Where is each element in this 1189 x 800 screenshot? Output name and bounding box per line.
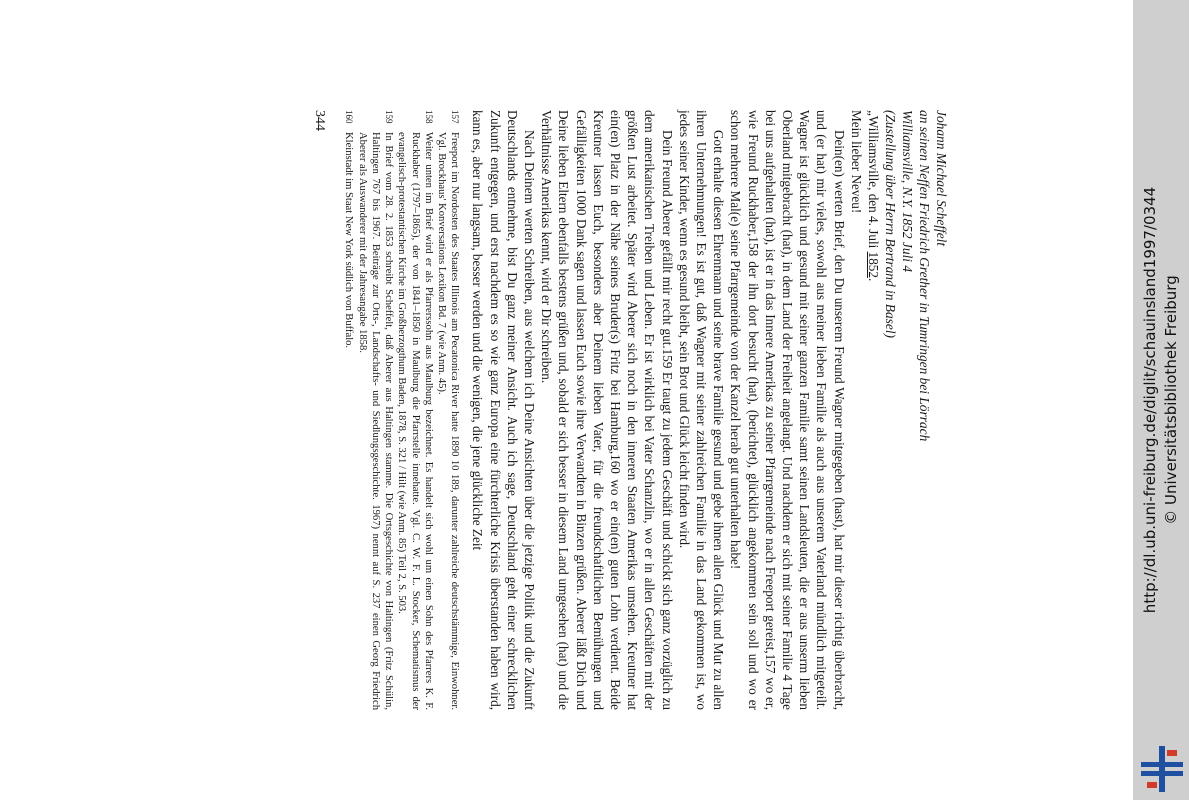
header-line: Johann Michael Scheffelt (934, 110, 949, 247)
paragraph: Nach Deinem werten Schreiben, aus welchem ich Deine Ansichten über die jetzige Politik und die Zukunft Deutschlands entnehme, bist Du ganz meiner Ansicht. Auch ich sage, Deutschland geht einer schrecklichen Zukunft entgegen, und erst nachdem es so wie ganz Europa eine fürchterliche Krisis überstanden haben wird, kann es, aber nur langsam, besser werden und die wenigen, die jene glückliche Zeit (470, 110, 537, 710)
dateline-prefix: „Williamsville, den 4. Juli (866, 110, 881, 252)
footnote-number: 158 (423, 110, 434, 124)
paragraph: Dein Freund Aberer gefällt mir recht gut.159 Er taugt zu jedem Geschäft und schickt sich ganz vorzüglich zu dem amerikanischen Treiben und Leben. Er ist wirklich bei Vater Schanzlin, wo er in allen Geschäften mit der größten Lust arbeitet. Später wird Aberer sich noch in den inneren Staaten Amerikas umsehen. Kreutner hat ein(en) Platz in der Nähe seines Bruder(s) Fritz bei Hamburg,160 wo er ein(en) guten Lohn verdient. Beide Kreutner lassen Euch, besonders aber Deinem lieben Vater, für die freundschaftlichen Bemühungen und Gefälligkeiten 1000 Dank sagen und lassen Euch sowie ihre Verwandten in Binzen grüßen. Aberer läßt Dich und Deine lieben Eltern ebenfalls bestens grüßen und, sobald er sich besser in diesem Land umgesehen (hat) und die Verhältnisse Amerikas kennt, wird er Dir schreiben. (539, 110, 675, 710)
copyright-notice: © Universitätsbibliothek Freiburg (1162, 275, 1180, 525)
document-page (170, 110, 950, 710)
footnote-text: Kleinstadt im Staat New York südlich von Buffalo. (343, 132, 355, 349)
header-line: Williamsville, N.Y. 1852 Juli 4 (900, 110, 915, 273)
salutation: Mein lieber Neveu! (848, 110, 864, 214)
footnote-text: Freeport im Nordosten des Staates Illinois am Pecatonica River hatte 1890 10 189, darunter zahlreiche deutschstämmige, Einwohner. Vgl. Brockhaus' Konversations Lexikon Bd. 7 (wie Anm. 45). (435, 132, 461, 710)
footnote-number: 160 (344, 110, 355, 124)
footnote-number: 157 (450, 110, 461, 124)
header-line: an seinen Neffen Friedrich Grether in Tumringen bei Lörrach (917, 110, 932, 442)
footnote-text: In Brief vom 28. 2. 1853 schreibt Scheffelt, daß Aberer aus Haltingen stamme. Die Ortsgeschichte von Haltingen (Fritz Schülin, Haltingen 767 bis 1967. Beiträge zur Orts-, Landschafts- und Siedlungsgeschichte. 1967) nennt auf S. 237 einen Georg Friedrich Aberer als Auswanderer mit der Jahresangabe 1858. (356, 132, 395, 710)
footnote (356, 110, 396, 710)
dateline-year: 1852 (866, 251, 881, 278)
paragraph: Gott erhalte diesen Ehrenmann und seine brave Familie gesund und gebe ihnen allen Glück und Mut zu allen ihren Unternehmungen! Es ist gut, daß Wagner mit seiner zahlreichen Familie in das Land gekommen ist, wo jedes seiner Kinder, wenn es gesund bleibt, sein Brot und Glück leicht finden wird. (676, 110, 727, 710)
footnote (342, 110, 355, 710)
page-number: 344 (312, 110, 328, 131)
letter-header (882, 110, 950, 710)
footnote-number: 159 (384, 110, 395, 124)
header-line: (Zustellung über Herrn Bertrand in Basel) (883, 110, 898, 338)
footnote-text: Weiter unten im Brief wird er als Pfarrerssohn aus Maulburg bezeichnet. Es handelt sich wohl um einen Sohn des Pfarrers K. F. Ruckhaber (1797–1865), der von 1841–1850 in Maulburg die Pfarrstelle innehatte. Vgl. C. W. F. L. Stocker, Schematismus der evangelisch-protestantischen Kirche im Großherzogthum Baden, 1878, S. 321 / Hilt (wie Anm. 85) Teil 2, S. 503. (396, 132, 434, 710)
library-logo-icon (1139, 746, 1185, 792)
footnote (395, 110, 435, 710)
footnote (435, 110, 461, 710)
dateline: „Williamsville, den 4. Juli 1852. (866, 110, 881, 282)
footnotes (342, 110, 461, 710)
sidebar-text (1140, 0, 1186, 800)
paragraph: Dein(en) werten Brief, den Du unserem Freund Wagner mitgegeben (hast), hat mir dieser richtig überbracht, und (er hat) mir vieles, sowohl aus meiner lieben Familie als auch aus unserem Vaterland mündlich mitgeteilt. Wagner ist glücklich und gesund mit seiner ganzen Familie samt seinen Landsleuten, die er aus unserm lieben Oberland mitgebracht (hat), in dem Land der Freiheit angelangt. Und nachdem er sich mit seiner Familie 4 Tage bei uns aufgehalten (hat), ist er in das Innere Amerikas zu seiner Pfarrgemeinde nach Freeport gereist,157 wo er, wie Freund Ruckhaber,158 der ihn dort besucht (hat), (berichtet), glücklich angekommen sein soll und wo er schon mehrere Mal(e) seine Pfarrgemeinde von der Kanzel herab gut unterhalten habe! (728, 110, 847, 710)
source-url[interactable]: http://dl.ub.uni-freiburg.de/diglit/schauinsland1997/0344 (1141, 186, 1159, 614)
